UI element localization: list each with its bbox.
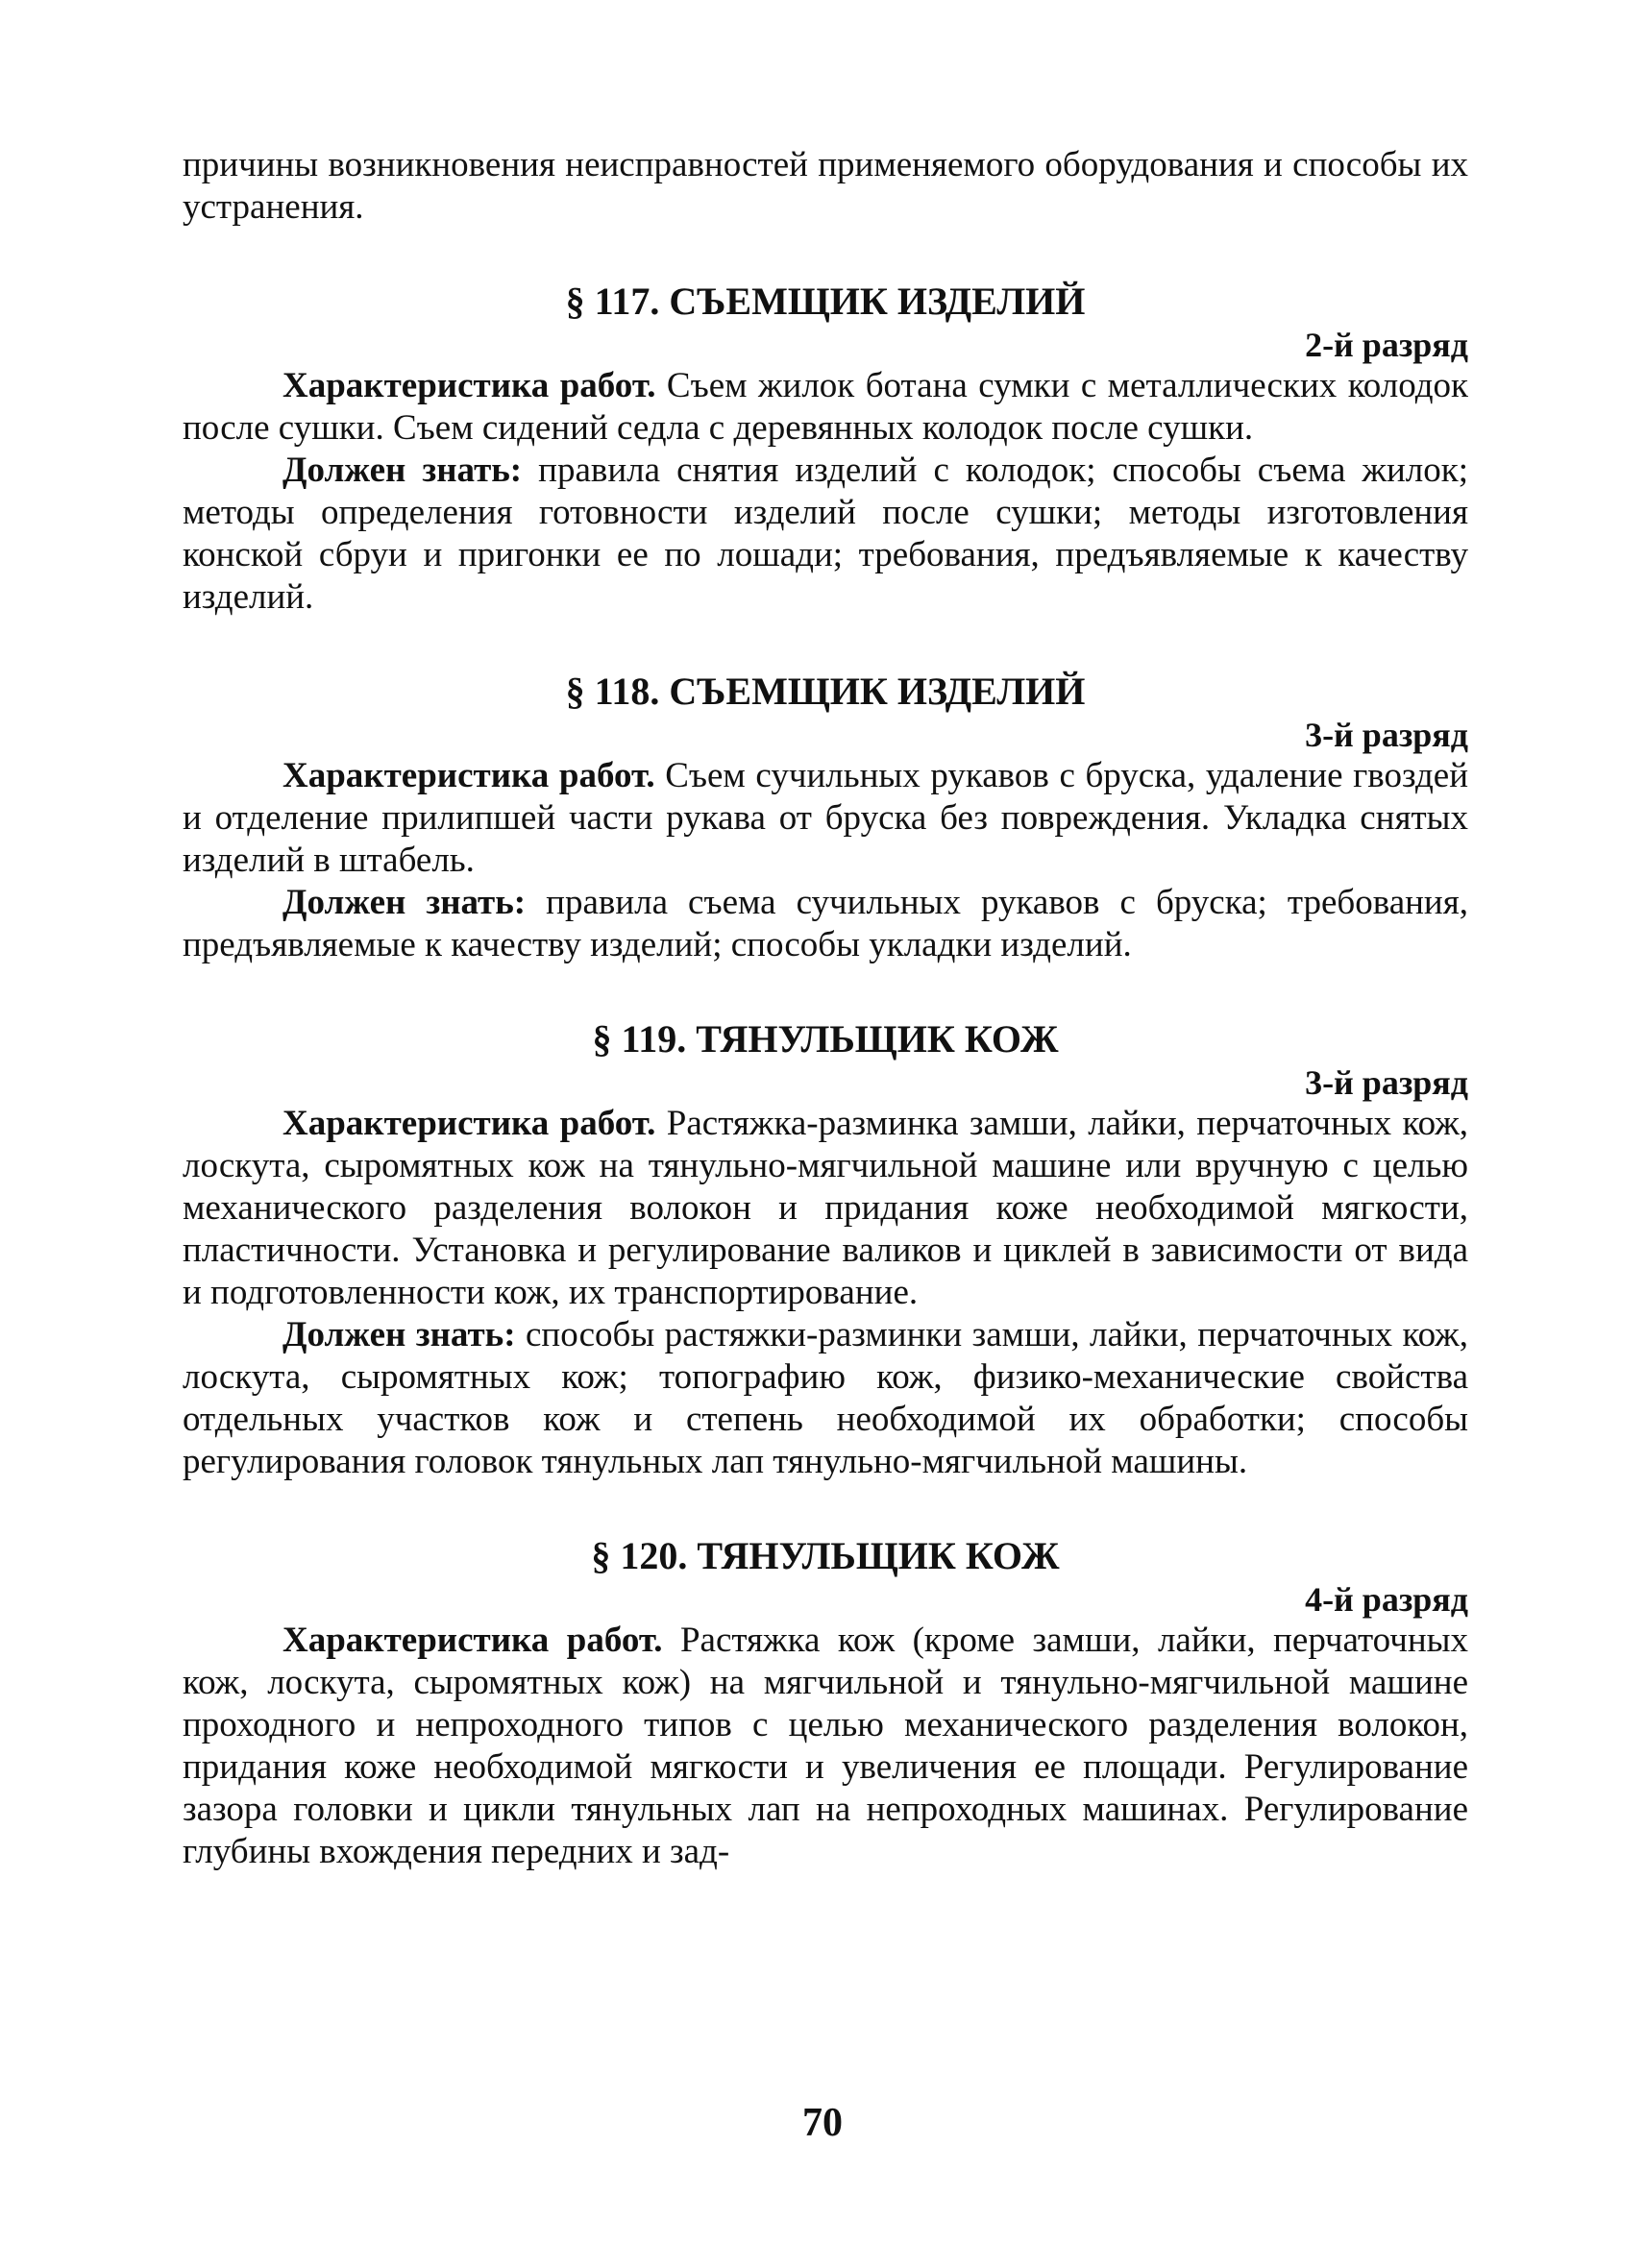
characteristics-text: Растяжка-разминка замши, лайки, перчаточных кож, лоскута, сыромятных кож на тянульно-мягчильной машине или вручную с целью механического разделения волокон и придания коже необходимой мягкости, пластичности. Установка и регулирование валиков и циклей в зависимости от вида и подготовленности кож, их транспортирование. bbox=[183, 1104, 1469, 1312]
section-title-117: § 117. СЪЕМЩИК ИЗДЕЛИЙ bbox=[565, 280, 1086, 323]
grade-label-119: 3-й разряд bbox=[1305, 1063, 1468, 1102]
grade-label-118: 3-й разряд bbox=[1305, 716, 1468, 754]
characteristics-paragraph-119 bbox=[183, 1103, 1468, 1314]
grade-label-120: 4-й разряд bbox=[1305, 1580, 1468, 1619]
characteristics-text: Съем жилок ботана сумки с металлических колодок после сушки. Съем сидений седла с деревянных колодок после сушки. bbox=[183, 366, 1468, 448]
knowledge-label: Должен знать: bbox=[282, 1315, 516, 1354]
section-title-120: § 120. ТЯНУЛЬЩИК КОЖ bbox=[591, 1534, 1060, 1577]
characteristics-label: Характеристика работ. bbox=[282, 756, 655, 795]
knowledge-paragraph-117 bbox=[183, 450, 1468, 619]
knowledge-text: правила съема сучильных рукавов с бруска; требования, предъявляемые к качеству изделий; способы укладки изделий. bbox=[183, 883, 1468, 964]
knowledge-paragraph-119 bbox=[183, 1314, 1468, 1483]
characteristics-paragraph-118 bbox=[183, 755, 1468, 882]
intro-paragraph: причины возникновения неисправностей применяемого оборудования и способы их устранения. bbox=[183, 145, 1468, 227]
characteristics-label: Характеристика работ. bbox=[282, 1104, 656, 1143]
knowledge-label: Должен знать: bbox=[282, 451, 523, 490]
section-title-118: § 118. СЪЕМЩИК ИЗДЕЛИЙ bbox=[565, 670, 1086, 713]
characteristics-paragraph-120 bbox=[183, 1620, 1468, 1873]
page-number: 70 bbox=[802, 2101, 843, 2145]
knowledge-label: Должен знать: bbox=[282, 883, 527, 922]
characteristics-text: Съем сучильных рукавов с бруска, удаление гвоздей и отделение прилипшей части рукава от бруска без повреждения. Укладка снятых изделий в штабель. bbox=[183, 756, 1468, 880]
characteristics-paragraph-117 bbox=[183, 365, 1468, 450]
characteristics-label: Характеристика работ. bbox=[282, 366, 656, 405]
section-title-119: § 119. ТЯНУЛЬЩИК КОЖ bbox=[592, 1017, 1059, 1061]
knowledge-text: способы растяжки-разминки замши, лайки, перчаточных кож, лоскута, сыромятных кож; топографию кож, физико-механические свойства отдельных участков кож и степень необходимой их обработки; способы регулирования головок тянульных лап тянульно-мягчильной машины. bbox=[183, 1315, 1468, 1481]
knowledge-text: правила снятия изделий с колодок; способы съема жилок; методы определения готовности изделий после сушки; методы изготовления конской сбруи и пригонки ее по лошади; требования, предъявляемые к качеству изделий. bbox=[183, 451, 1468, 617]
grade-label-117: 2-й разряд bbox=[1305, 326, 1468, 364]
document-page bbox=[183, 144, 1468, 1873]
knowledge-paragraph-118 bbox=[183, 882, 1468, 966]
characteristics-text: Растяжка кож (кроме замши, лайки, перчаточных кож, лоскута, сыромятных кож) на мягчильной и тянульно-мягчильной машине проходного и непроходного типов с целью механического разделения волокон, придания коже необходимой мягкости и увеличения ее площади. Регулирование зазора головки и цикли тянульных лап на непроходных машинах. Регулирование глубины вхождения передних и зад- bbox=[183, 1621, 1468, 1871]
characteristics-label: Характеристика работ. bbox=[282, 1621, 663, 1660]
